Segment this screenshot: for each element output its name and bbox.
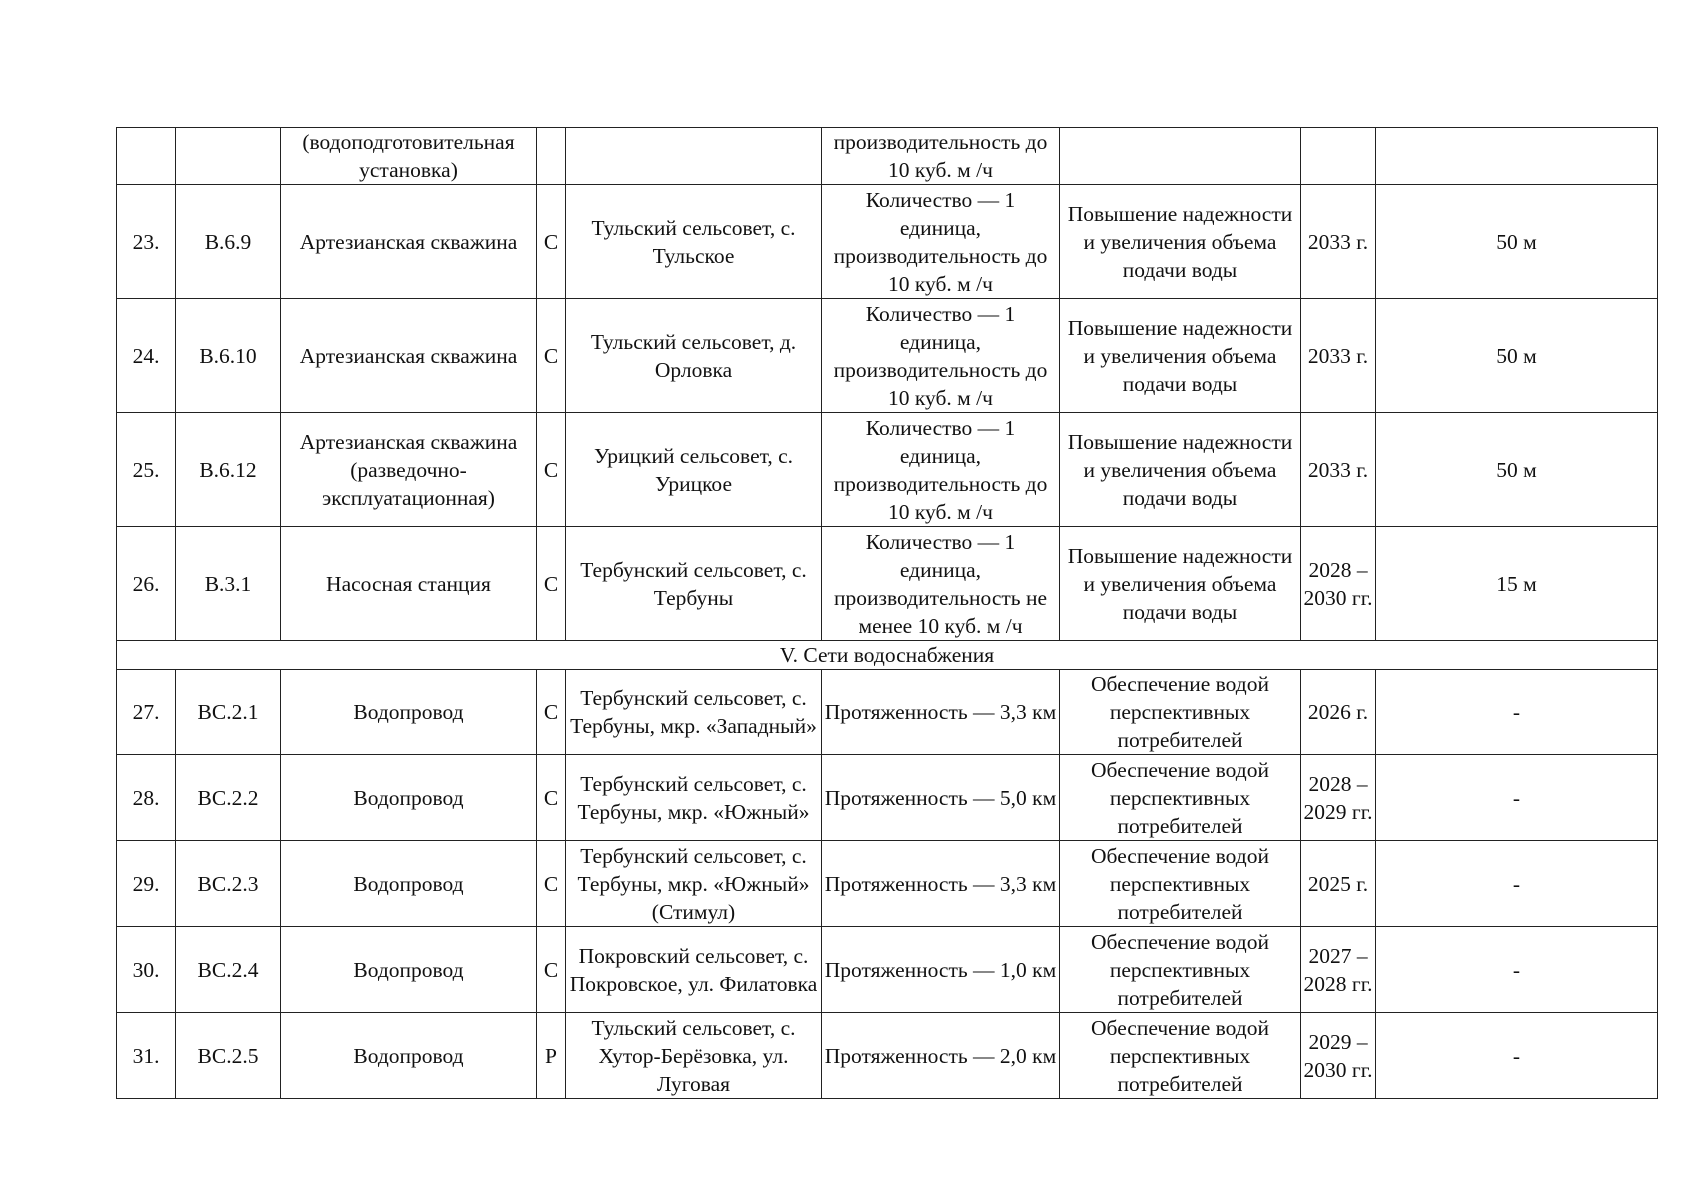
implementation-term: 2029 – 2030 гг. — [1301, 1013, 1376, 1099]
object-name: Водопровод — [281, 1013, 537, 1099]
object-name: Артезианская скважина (разведочно-эксплуатационная) — [281, 413, 537, 527]
object-name: Водопровод — [281, 841, 537, 927]
implementation-term: 2033 г. — [1301, 185, 1376, 299]
object-code: ВС.2.1 — [176, 670, 281, 755]
object-parameters: Протяженность — 3,3 км — [822, 841, 1060, 927]
object-name: Водопровод — [281, 670, 537, 755]
object-status: С — [537, 185, 566, 299]
object-status: С — [537, 413, 566, 527]
object-purpose: Повышение надежности и увеличения объема подачи воды — [1060, 299, 1301, 413]
object-name: (водоподготовительная установка) — [281, 128, 537, 185]
object-code: ВС.2.3 — [176, 841, 281, 927]
object-location: Тульский сельсовет, с. Хутор-Берёзовка, ул. Луговая — [566, 1013, 822, 1099]
object-code — [176, 128, 281, 185]
object-parameters: Количество — 1 единица, производительность до 10 куб. м /ч — [822, 299, 1060, 413]
object-status: С — [537, 927, 566, 1013]
object-code: В.6.10 — [176, 299, 281, 413]
table-row — [117, 1013, 1658, 1099]
table-row — [117, 185, 1658, 299]
object-status: С — [537, 670, 566, 755]
object-code: ВС.2.5 — [176, 1013, 281, 1099]
row-number: 29. — [117, 841, 176, 927]
object-status — [537, 128, 566, 185]
object-parameters: Количество — 1 единица, производительность до 10 куб. м /ч — [822, 413, 1060, 527]
row-number — [117, 128, 176, 185]
protection-zone: 15 м — [1376, 527, 1658, 641]
object-status: С — [537, 755, 566, 841]
row-number: 30. — [117, 927, 176, 1013]
row-number: 26. — [117, 527, 176, 641]
object-code: В.6.12 — [176, 413, 281, 527]
table-row — [117, 670, 1658, 755]
object-name: Артезианская скважина — [281, 185, 537, 299]
implementation-term: 2025 г. — [1301, 841, 1376, 927]
table-row — [117, 128, 1658, 185]
object-purpose: Обеспечение водой перспективных потребителей — [1060, 927, 1301, 1013]
object-location: Тербунский сельсовет, с. Тербуны, мкр. «Западный» — [566, 670, 822, 755]
protection-zone: - — [1376, 841, 1658, 927]
table-row — [117, 527, 1658, 641]
row-number: 27. — [117, 670, 176, 755]
object-code: В.6.9 — [176, 185, 281, 299]
row-number: 31. — [117, 1013, 176, 1099]
objects-table — [116, 127, 1658, 1099]
object-purpose: Повышение надежности и увеличения объема подачи воды — [1060, 185, 1301, 299]
object-name: Насосная станция — [281, 527, 537, 641]
implementation-term: 2028 – 2030 гг. — [1301, 527, 1376, 641]
object-code: ВС.2.4 — [176, 927, 281, 1013]
object-location: Тульский сельсовет, д. Орловка — [566, 299, 822, 413]
object-status: Р — [537, 1013, 566, 1099]
section-row — [117, 641, 1658, 670]
protection-zone: - — [1376, 927, 1658, 1013]
object-parameters: Протяженность — 1,0 км — [822, 927, 1060, 1013]
object-location: Тербунский сельсовет, с. Тербуны, мкр. «Южный» (Стимул) — [566, 841, 822, 927]
object-parameters: Протяженность — 5,0 км — [822, 755, 1060, 841]
object-parameters: Количество — 1 единица, производительность не менее 10 куб. м /ч — [822, 527, 1060, 641]
row-number: 25. — [117, 413, 176, 527]
table-row — [117, 927, 1658, 1013]
object-purpose — [1060, 128, 1301, 185]
object-purpose: Обеспечение водой перспективных потребителей — [1060, 1013, 1301, 1099]
table-row — [117, 413, 1658, 527]
object-code: В.3.1 — [176, 527, 281, 641]
object-location: Урицкий сельсовет, с. Урицкое — [566, 413, 822, 527]
object-location: Тербунский сельсовет, с. Тербуны, мкр. «Южный» — [566, 755, 822, 841]
object-parameters: производительность до 10 куб. м /ч — [822, 128, 1060, 185]
implementation-term — [1301, 128, 1376, 185]
protection-zone: - — [1376, 670, 1658, 755]
row-number: 28. — [117, 755, 176, 841]
implementation-term: 2028 – 2029 гг. — [1301, 755, 1376, 841]
object-status: С — [537, 527, 566, 641]
implementation-term: 2027 – 2028 гг. — [1301, 927, 1376, 1013]
object-parameters: Протяженность — 3,3 км — [822, 670, 1060, 755]
object-status: С — [537, 841, 566, 927]
implementation-term: 2033 г. — [1301, 299, 1376, 413]
object-purpose: Обеспечение водой перспективных потребителей — [1060, 755, 1301, 841]
protection-zone: 50 м — [1376, 299, 1658, 413]
section-title: V. Сети водоснабжения — [117, 641, 1658, 670]
object-location — [566, 128, 822, 185]
object-purpose: Повышение надежности и увеличения объема подачи воды — [1060, 527, 1301, 641]
protection-zone: 50 м — [1376, 185, 1658, 299]
object-location: Тербунский сельсовет, с. Тербуны — [566, 527, 822, 641]
protection-zone: - — [1376, 1013, 1658, 1099]
object-location: Покровский сельсовет, с. Покровское, ул. Филатовка — [566, 927, 822, 1013]
object-code: ВС.2.2 — [176, 755, 281, 841]
object-name: Водопровод — [281, 755, 537, 841]
object-parameters: Количество — 1 единица, производительность до 10 куб. м /ч — [822, 185, 1060, 299]
protection-zone: 50 м — [1376, 413, 1658, 527]
table-row — [117, 841, 1658, 927]
table-row — [117, 299, 1658, 413]
implementation-term: 2033 г. — [1301, 413, 1376, 527]
implementation-term: 2026 г. — [1301, 670, 1376, 755]
table-row — [117, 755, 1658, 841]
object-purpose: Обеспечение водой перспективных потребителей — [1060, 670, 1301, 755]
object-name: Водопровод — [281, 927, 537, 1013]
row-number: 23. — [117, 185, 176, 299]
protection-zone: - — [1376, 755, 1658, 841]
protection-zone — [1376, 128, 1658, 185]
object-parameters: Протяженность — 2,0 км — [822, 1013, 1060, 1099]
object-status: С — [537, 299, 566, 413]
row-number: 24. — [117, 299, 176, 413]
object-purpose: Повышение надежности и увеличения объема подачи воды — [1060, 413, 1301, 527]
object-purpose: Обеспечение водой перспективных потребителей — [1060, 841, 1301, 927]
object-location: Тульский сельсовет, с. Тульское — [566, 185, 822, 299]
object-name: Артезианская скважина — [281, 299, 537, 413]
